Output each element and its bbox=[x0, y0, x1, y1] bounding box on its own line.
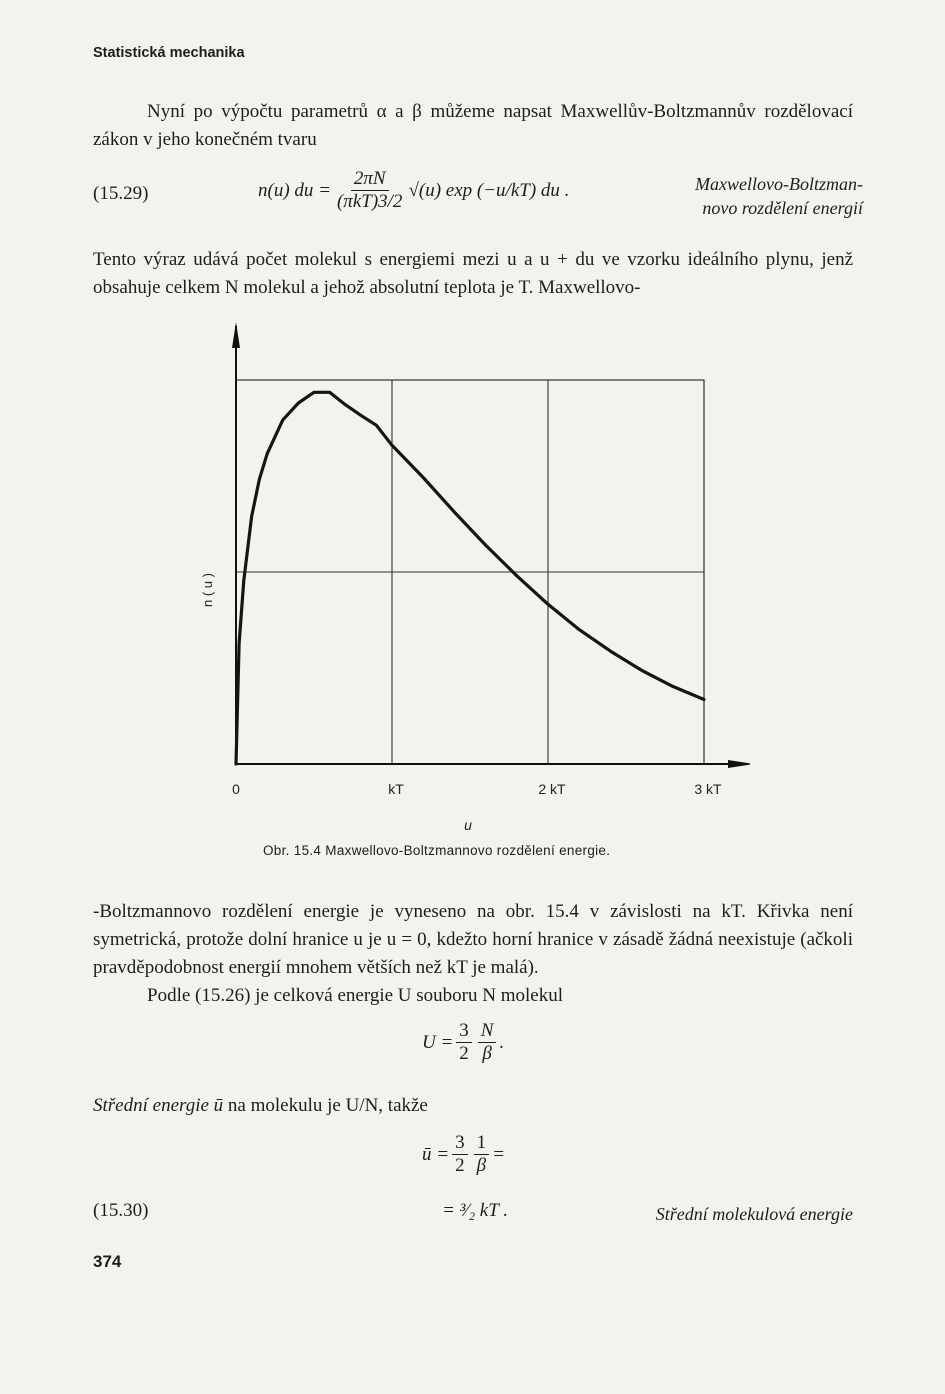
fraction-denominator: β bbox=[482, 1043, 492, 1064]
x-axis-arrow bbox=[728, 760, 750, 768]
equation-end: . bbox=[499, 1031, 505, 1053]
paragraph-description: Tento výraz udává počet molekul s energiemi mezi u a u + du ve vzorku ideálního plynu, jenž obsahuje celkem N molekul a jehož absolutní teplota je T. Maxwellovo- bbox=[93, 249, 853, 298]
equation-number-15-29: (15.29) bbox=[93, 183, 149, 204]
figure-caption: Obr. 15.4 Maxwellovo-Boltzmannovo rozdělení energie. bbox=[263, 843, 611, 858]
fraction-numerator: N bbox=[478, 1020, 497, 1043]
paragraph-total-energy bbox=[93, 982, 853, 1010]
paragraph-discussion: -Boltzmannovo rozdělení energie je vyneseno na obr. 15.4 v závislosti na kT. Křivka není symetrická, protože dolní hranice u je u = 0, kdežto horní hranice v zásadě žádná neexistuje (ačkoli pravděpodobnost energií mnohem větších než kT je malá). bbox=[93, 901, 853, 978]
fraction-numerator: 3 bbox=[452, 1132, 468, 1155]
fraction-three-halves bbox=[456, 1020, 472, 1065]
distribution-curve bbox=[236, 392, 704, 764]
paragraph-intro-text: Nyní po výpočtu parametrů α a β můžeme napsat Maxwellův-Boltzmannův rozdělovací zákon v jeho konečném tvaru bbox=[93, 101, 853, 150]
equation-lhs: n(u) du = bbox=[258, 179, 331, 201]
x-axis-label: u bbox=[464, 817, 472, 833]
y-axis-arrow bbox=[232, 322, 240, 348]
equation-mean-energy bbox=[422, 1132, 505, 1177]
fraction-denominator: β bbox=[476, 1155, 487, 1176]
fraction-numerator: 2πN bbox=[351, 168, 389, 191]
side-label-line1: Maxwellovo-Boltzman- bbox=[695, 174, 863, 194]
fraction-denominator: 2 bbox=[455, 1155, 465, 1176]
fraction-one-over-beta bbox=[474, 1132, 490, 1177]
equation-total-energy bbox=[422, 1020, 504, 1065]
paragraph-mean-energy bbox=[93, 1092, 853, 1120]
mean-energy-text: na molekulu je U/N, takže bbox=[223, 1095, 428, 1116]
x-tick-label: 0 bbox=[232, 781, 240, 797]
side-label-line2: novo rozdělení energií bbox=[702, 198, 863, 218]
equation-15-29 bbox=[258, 168, 569, 213]
x-tick-label: 2 kT bbox=[538, 781, 566, 797]
mean-energy-term: Střední energie ū bbox=[93, 1095, 224, 1116]
equation-number-15-30: (15.30) bbox=[93, 1200, 149, 1221]
fraction-numerator: 3 bbox=[456, 1020, 472, 1043]
x-tick-label: kT bbox=[388, 781, 404, 797]
equation-fraction bbox=[334, 168, 405, 213]
fraction-numerator: 1 bbox=[474, 1132, 490, 1155]
equation-15-30: = ³⁄₂ kT . bbox=[442, 1200, 508, 1221]
equation-15-30-side-label: Střední molekulová energie bbox=[655, 1204, 853, 1224]
x-tick-label: 3 kT bbox=[694, 781, 722, 797]
paragraph-intro bbox=[93, 98, 853, 154]
maxwell-boltzmann-chart bbox=[190, 318, 750, 838]
equation-end: = bbox=[492, 1143, 505, 1165]
fraction-denominator: 2 bbox=[459, 1043, 469, 1064]
page-number: 374 bbox=[93, 1252, 122, 1271]
fraction-denominator: (πkT)3/2 bbox=[336, 191, 403, 212]
fraction-three-halves bbox=[452, 1132, 468, 1177]
equation-side-label bbox=[610, 172, 863, 220]
fraction-n-over-beta bbox=[478, 1020, 497, 1065]
equation-lhs: ū = bbox=[422, 1143, 450, 1165]
equation-lhs: U = bbox=[422, 1031, 454, 1053]
running-header: Statistická mechanika bbox=[93, 45, 245, 61]
y-axis-label: n ( u ) bbox=[200, 573, 215, 607]
paragraph-total-energy-text: Podle (15.26) je celková energie U souboru N molekul bbox=[147, 985, 563, 1006]
equation-rhs: √(u) exp (−u/kT) du . bbox=[408, 179, 570, 201]
